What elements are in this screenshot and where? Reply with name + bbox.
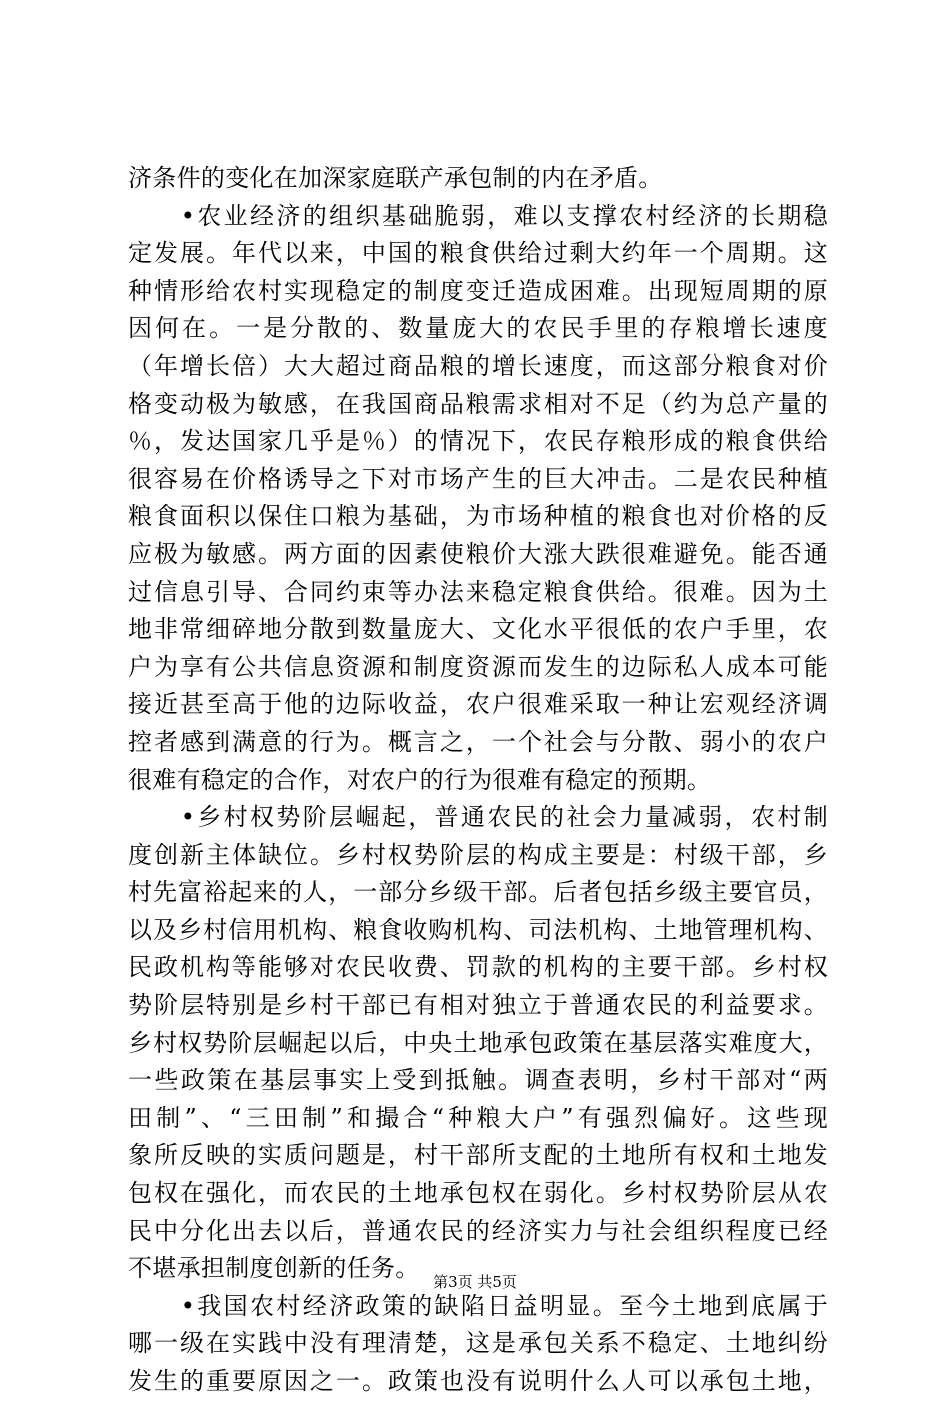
text-line: 定发展。年代以来，中国的粮食供给过剩大约年一个周期。这	[128, 239, 828, 268]
text-line: 一些政策在基层事实上受到抵触。调查表明，乡村干部对“两	[128, 1066, 828, 1095]
text-line: 度创新主体缺位。乡村权势阶层的构成主要是：村级干部，乡	[128, 840, 828, 869]
text-line: 村先富裕起来的人，一部分乡级干部。后者包括乡级主要官员，	[128, 878, 828, 907]
text-line: 势阶层特别是乡村干部已有相对独立于普通农民的利益要求。	[128, 991, 828, 1020]
text-line: 发生的重要原因之一。政策也没有说明什么人可以承包土地，	[128, 1367, 828, 1395]
text-line: 很难有稳定的合作，对农户的行为很难有稳定的预期。	[128, 765, 712, 794]
text-line: 粮食面积以保住口粮为基础，为市场种植的粮食也对价格的反	[128, 502, 828, 531]
text-line: 哪一级在实践中没有理清楚，这是承包关系不稳定、土地纠纷	[128, 1329, 828, 1358]
text-line: 包权在强化，而农民的土地承包权在弱化。乡村权势阶层从农	[128, 1179, 828, 1208]
page-number: 第3页 共5页	[433, 1273, 517, 1291]
text-line: 地非常细碎地分散到数量庞大、文化水平很低的农户手里，农	[128, 615, 828, 644]
text-line: 民政机构等能够对农民收费、罚款的机构的主要干部。乡村权	[128, 953, 828, 982]
text-line: 象所反映的实质问题是，村干部所支配的土地所有权和土地发	[128, 1141, 828, 1170]
text-line: 田制”、“三田制”和撮合“种粮大户”有强烈偏好。这些现	[128, 1103, 828, 1132]
page-footer	[0, 1272, 950, 1292]
text-line: •农业经济的组织基础脆弱，难以支撑农村经济的长期稳	[128, 201, 828, 230]
text-line: 很容易在价格诱导之下对市场产生的巨大冲击。二是农民种植	[128, 464, 828, 493]
text-line: 以及乡村信用机构、粮食收购机构、司法机构、土地管理机构、	[128, 915, 828, 944]
text-line: 格变动极为敏感，在我国商品粮需求相对不足（约为总产量的	[128, 389, 828, 418]
text-line: 控者感到满意的行为。概言之，一个社会与分散、弱小的农户	[128, 727, 828, 756]
text-line: 不堪承担制度创新的任务。	[128, 1254, 420, 1283]
text-line: ％，发达国家几乎是％）的情况下，农民存粮形成的粮食供给	[128, 427, 828, 456]
text-line: 因何在。一是分散的、数量庞大的农民手里的存粮增长速度	[128, 314, 828, 343]
text-line: 过信息引导、合同约束等办法来稳定粮食供给。很难。因为土	[128, 577, 828, 606]
text-line: •我国农村经济政策的缺陷日益明显。至今土地到底属于	[128, 1291, 828, 1320]
text-line: （年增长倍）大大超过商品粮的增长速度，而这部分粮食对价	[128, 351, 828, 380]
text-line: 应极为敏感。两方面的因素使粮价大涨大跌很难避免。能否通	[128, 539, 828, 568]
text-line: 种情形给农村实现稳定的制度变迁造成困难。出现短周期的原	[128, 276, 828, 305]
body-text	[128, 160, 828, 1401]
text-line: 济条件的变化在加深家庭联产承包制的内在矛盾。	[128, 164, 663, 192]
text-line: 接近甚至高于他的边际收益，农户很难采取一种让宏观经济调	[128, 690, 828, 719]
text-line: 乡村权势阶层崛起以后，中央土地承包政策在基层落实难度大，	[128, 1028, 828, 1057]
text-line: •乡村权势阶层崛起，普通农民的社会力量减弱，农村制	[128, 803, 828, 832]
text-line: 户为享有公共信息资源和制度资源而发生的边际私人成本可能	[128, 652, 828, 681]
text-line: 民中分化出去以后，普通农民的经济实力与社会组织程度已经	[128, 1216, 828, 1245]
